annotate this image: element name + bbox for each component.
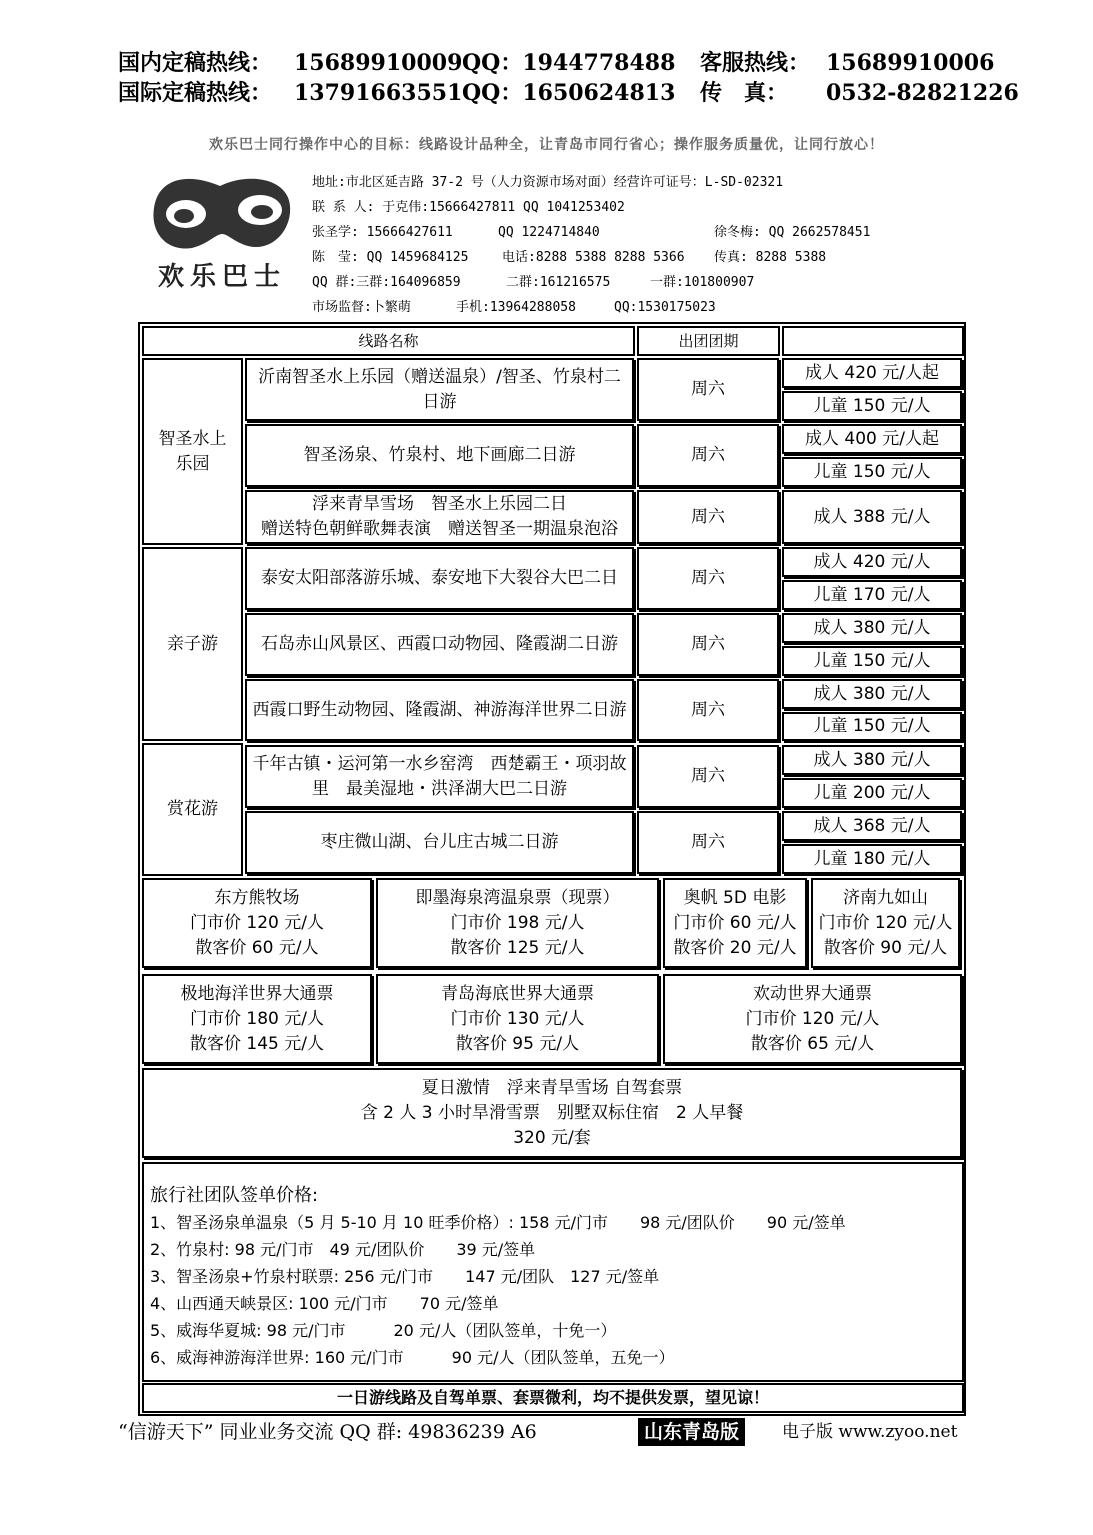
monitor-mobile: 手机:13964288058 [456,300,576,315]
group-zhisheng-water-park: 智圣水上 乐园 [142,358,243,545]
route-date: 周六 [637,424,779,487]
domestic-hotline-label: 国内定稿热线： [118,50,273,76]
qq-number-2: QQ：1650624813 [462,80,676,106]
group-family-tour: 亲子游 [142,547,243,741]
group-sign-item: 1、智圣汤泉单温泉（5 月 5-10 月 10 旺季价格）: 158 元/门市 98 元/团队价 90 元/签单 [150,1213,846,1232]
route-price-child: 儿童 150 元/人 [782,457,962,487]
route-price-adult: 成人 388 元/人 [782,490,962,544]
package-price: 320 元/套 [513,1127,591,1148]
route-price-adult: 成人 368 元/人 [782,811,962,841]
group-sign-title: 旅行社团队签单价格: [150,1185,319,1206]
route-price-adult: 成人 380 元/人 [782,679,962,709]
self-drive-package [142,1068,962,1158]
ticket-card: 欢动世界大通票 门市价 120 元/人 散客价 65 元/人 [663,974,962,1064]
group-sign-item: 5、威海华夏城: 98 元/门市 20 元/人（团队签单，十免一） [150,1321,617,1340]
route-price-adult: 成人 420 元/人起 [782,358,962,388]
ticket-card: 青岛海底世界大通票 门市价 130 元/人 散客价 95 元/人 [376,974,659,1064]
route-price-adult: 成人 380 元/人 [782,745,962,775]
route-name: 智圣汤泉、竹泉村、地下画廊二日游 [245,424,634,487]
zhang-phone: 张圣学: 15666427611 [312,225,453,240]
fax-label: 传 真： [700,80,789,106]
website-link[interactable]: 电子版 www.zyoo.net [782,1422,958,1442]
footer-qq-group: “信游天下” 同业业务交流 QQ 群: 49836239 A6 [118,1421,537,1443]
qq-number-1: QQ：1944778488 [462,50,676,76]
route-date: 周六 [637,811,779,874]
route-name: 浮来青旱雪场 智圣水上乐园二日 赠送特色朝鲜歌舞表演 赠送智圣一期温泉泡浴 [245,490,634,544]
edition-badge: 山东青岛版 [638,1418,745,1446]
package-detail: 含 2 人 3 小时旱滑雪票 别墅双标住宿 2 人早餐 [360,1102,744,1123]
route-price-child: 儿童 150 元/人 [782,391,962,421]
qq-group-2: 二群:161216575 [506,275,611,290]
route-date: 周六 [637,547,779,610]
monitor-qq: QQ:1530175023 [614,300,716,315]
address-text: 地址:市北区延吉路 37-2 号（人力资源市场对面）经营许可证号：L-SD-02321 [312,175,784,190]
invoice-notice: 一日游线路及自驾单票、套票微利，均不提供发票，望见谅！ [142,1383,964,1413]
route-date: 周六 [637,358,779,421]
chen-qq: 陈 莹: QQ 1459684125 [312,250,469,265]
company-slogan: 欢乐巴士同行操作中心的目标：线路设计品种全，让青岛市同行省心；操作服务质量优，让同行放心！ [209,137,884,153]
route-price-child: 儿童 170 元/人 [782,580,962,610]
group-sign-item: 6、威海神游海洋世界: 160 元/门市 90 元/人（团队签单，五免一） [150,1348,675,1367]
route-name: 西霞口野生动物园、隆霞湖、神游海洋世界二日游 [245,679,634,741]
route-date: 周六 [637,745,779,808]
route-price-adult: 成人 380 元/人 [782,613,962,643]
ticket-card: 奥帆 5D 电影 门市价 60 元/人 散客价 20 元/人 [663,878,807,968]
logo-text: 欢乐巴士 [157,262,286,292]
route-date: 周六 [637,613,779,676]
contact-person-text: 联 系 人: 于克伟:15666427811 QQ 1041253402 [312,200,625,215]
route-name: 泰安太阳部落游乐城、泰安地下大裂谷大巴二日 [245,547,634,610]
route-name: 枣庄微山湖、台儿庄古城二日游 [245,811,634,874]
route-price-adult: 成人 420 元/人 [782,547,962,577]
route-price-child: 儿童 180 元/人 [782,844,962,874]
zhang-qq: QQ 1224714840 [498,225,600,240]
service-hotline-phone: 15689910006 [826,50,995,76]
route-price-adult: 成人 400 元/人起 [782,424,962,454]
route-name: 千年古镇・运河第一水乡窑湾 西楚霸王・项羽故 里 最美湿地・洪泽湖大巴二日游 [245,745,634,808]
domestic-hotline-phone: 15689910009 [294,50,463,76]
ticket-card: 东方熊牧场 门市价 120 元/人 散客价 60 元/人 [142,878,372,968]
package-title: 夏日激情 浮来青旱雪场 自驾套票 [421,1077,683,1098]
qq-group-1: 一群:101800907 [650,275,755,290]
group-sign-item: 2、竹泉村: 98 元/门市 49 元/团队价 39 元/签单 [150,1240,536,1259]
chen-fax: 传真: 8288 5388 [714,250,827,265]
route-date: 周六 [637,679,779,741]
route-price-child: 儿童 150 元/人 [782,712,962,741]
intl-hotline-label: 国际定稿热线： [118,80,273,106]
qq-group-3: QQ 群:三群:164096859 [312,275,461,290]
chen-phone: 电话:8288 5388 8288 5366 [502,250,685,265]
company-logo [148,168,296,298]
route-name: 沂南智圣水上乐园（赠送温泉）/智圣、竹泉村二 日游 [245,358,634,421]
group-sign-item: 3、智圣汤泉+竹泉村联票: 256 元/门市 147 元/团队 127 元/签单 [150,1267,660,1286]
monitor-name: 市场监督:卜繁萌 [312,300,411,315]
intl-hotline-phone: 13791663551 [294,80,463,106]
group-flower-tour: 赏花游 [142,743,243,876]
group-sign-prices [142,1162,964,1382]
service-hotline-label: 客服热线： [700,50,811,76]
header-route-name: 线路名称 [142,326,635,356]
route-price-child: 儿童 150 元/人 [782,646,962,676]
ticket-card: 济南九如山 门市价 120 元/人 散客价 90 元/人 [811,878,960,968]
route-date: 周六 [637,490,779,544]
group-sign-item: 4、山西通天峡景区: 100 元/门市 70 元/签单 [150,1294,499,1313]
ticket-card: 即墨海泉湾温泉票（现票） 门市价 198 元/人 散客价 125 元/人 [376,878,659,968]
xu-qq: 徐冬梅: QQ 2662578451 [714,225,871,240]
mask-logo-icon [148,168,296,258]
route-name: 石岛赤山风景区、西霞口动物园、隆霞湖二日游 [245,613,634,676]
route-price-child: 儿童 200 元/人 [782,778,962,808]
header-price [782,326,964,356]
header-departure-date: 出团团期 [637,326,780,356]
ticket-card: 极地海洋世界大通票 门市价 180 元/人 散客价 145 元/人 [142,974,372,1064]
fax-number: 0532-82821226 [826,80,1019,106]
